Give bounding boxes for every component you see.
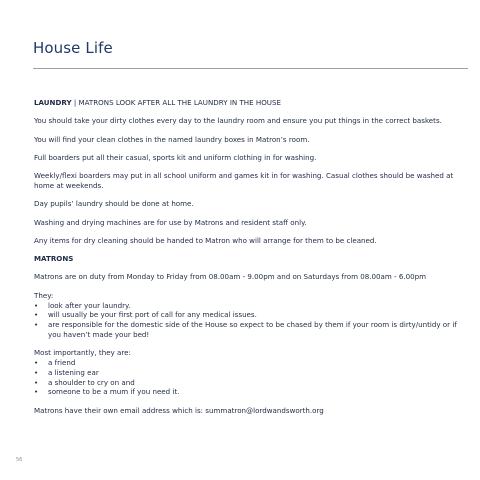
list-item-text: will usually be your first port of call for any medical issues. — [48, 310, 257, 320]
list-item-text: a friend — [48, 358, 76, 368]
laundry-paragraph: Day pupils’ laundry should be done at home. — [34, 199, 194, 209]
bullet: • — [34, 300, 39, 310]
bullet: • — [34, 377, 39, 387]
laundry-heading — [34, 98, 464, 108]
list-item — [34, 310, 464, 320]
list-item — [34, 368, 464, 378]
laundry-paragraph: Any items for dry cleaning should be handed to Matron who will arrange for them to be cleaned. — [34, 235, 377, 245]
they-list-block — [34, 291, 464, 340]
bullet: • — [34, 358, 39, 368]
list-item-text: a listening ear — [48, 367, 99, 377]
they-intro: They: — [34, 290, 54, 300]
matrons-email-line: Matrons have their own email address which is: summatron@lordwandsworth.org — [34, 405, 324, 415]
laundry-paragraph: Washing and drying machines are for use by Matrons and resident staff only. — [34, 217, 307, 227]
laundry-paragraph: Full boarders put all their casual, sports kit and uniform clothing in for washing. — [34, 152, 317, 162]
list-item-text: are responsible for the domestic side of the House so expect to be chased by them if your room is dirty/untidy or if you haven’t made your bed! — [48, 320, 457, 339]
they-list — [34, 301, 464, 340]
importantly-list-block — [34, 348, 464, 397]
laundry-heading-bold: LAUNDRY — [34, 98, 72, 107]
laundry-paragraph: You will find your clean clothes in the named laundry boxes in Matron’s room. — [34, 134, 310, 144]
list-item — [34, 378, 464, 388]
importantly-list — [34, 358, 464, 397]
laundry-paragraph: Weekly/flexi boarders may put in all school uniform and games kit in for washing. Casual clothes should be washed at home at weekends. — [34, 171, 454, 190]
page-title: House Life — [33, 39, 113, 57]
list-item — [34, 320, 464, 340]
title-divider — [33, 68, 468, 69]
list-item-text: someone to be a mum if you need it. — [48, 387, 180, 397]
list-item-text: a shoulder to cry on and — [48, 377, 135, 387]
page-content — [34, 98, 464, 424]
bullet: • — [34, 367, 39, 377]
matrons-heading: MATRONS — [34, 254, 74, 264]
list-item — [34, 301, 464, 311]
list-item — [34, 387, 464, 397]
list-item — [34, 358, 464, 368]
matrons-hours: Matrons are on duty from Monday to Friday from 08.00am - 9.00pm and on Saturdays from 08.00am - 6.00pm — [34, 272, 427, 282]
laundry-heading-rest: | MATRONS LOOK AFTER ALL THE LAUNDRY IN THE HOUSE — [71, 98, 281, 107]
laundry-paragraph: You should take your dirty clothes every day to the laundry room and ensure you put things in the correct baskets. — [34, 116, 442, 126]
bullet: • — [34, 320, 39, 330]
bullet: • — [34, 387, 39, 397]
list-item-text: look after your laundry. — [48, 300, 131, 310]
bullet: • — [34, 310, 39, 320]
page-number: 56 — [16, 457, 23, 463]
importantly-intro: Most importantly, they are: — [34, 348, 131, 358]
